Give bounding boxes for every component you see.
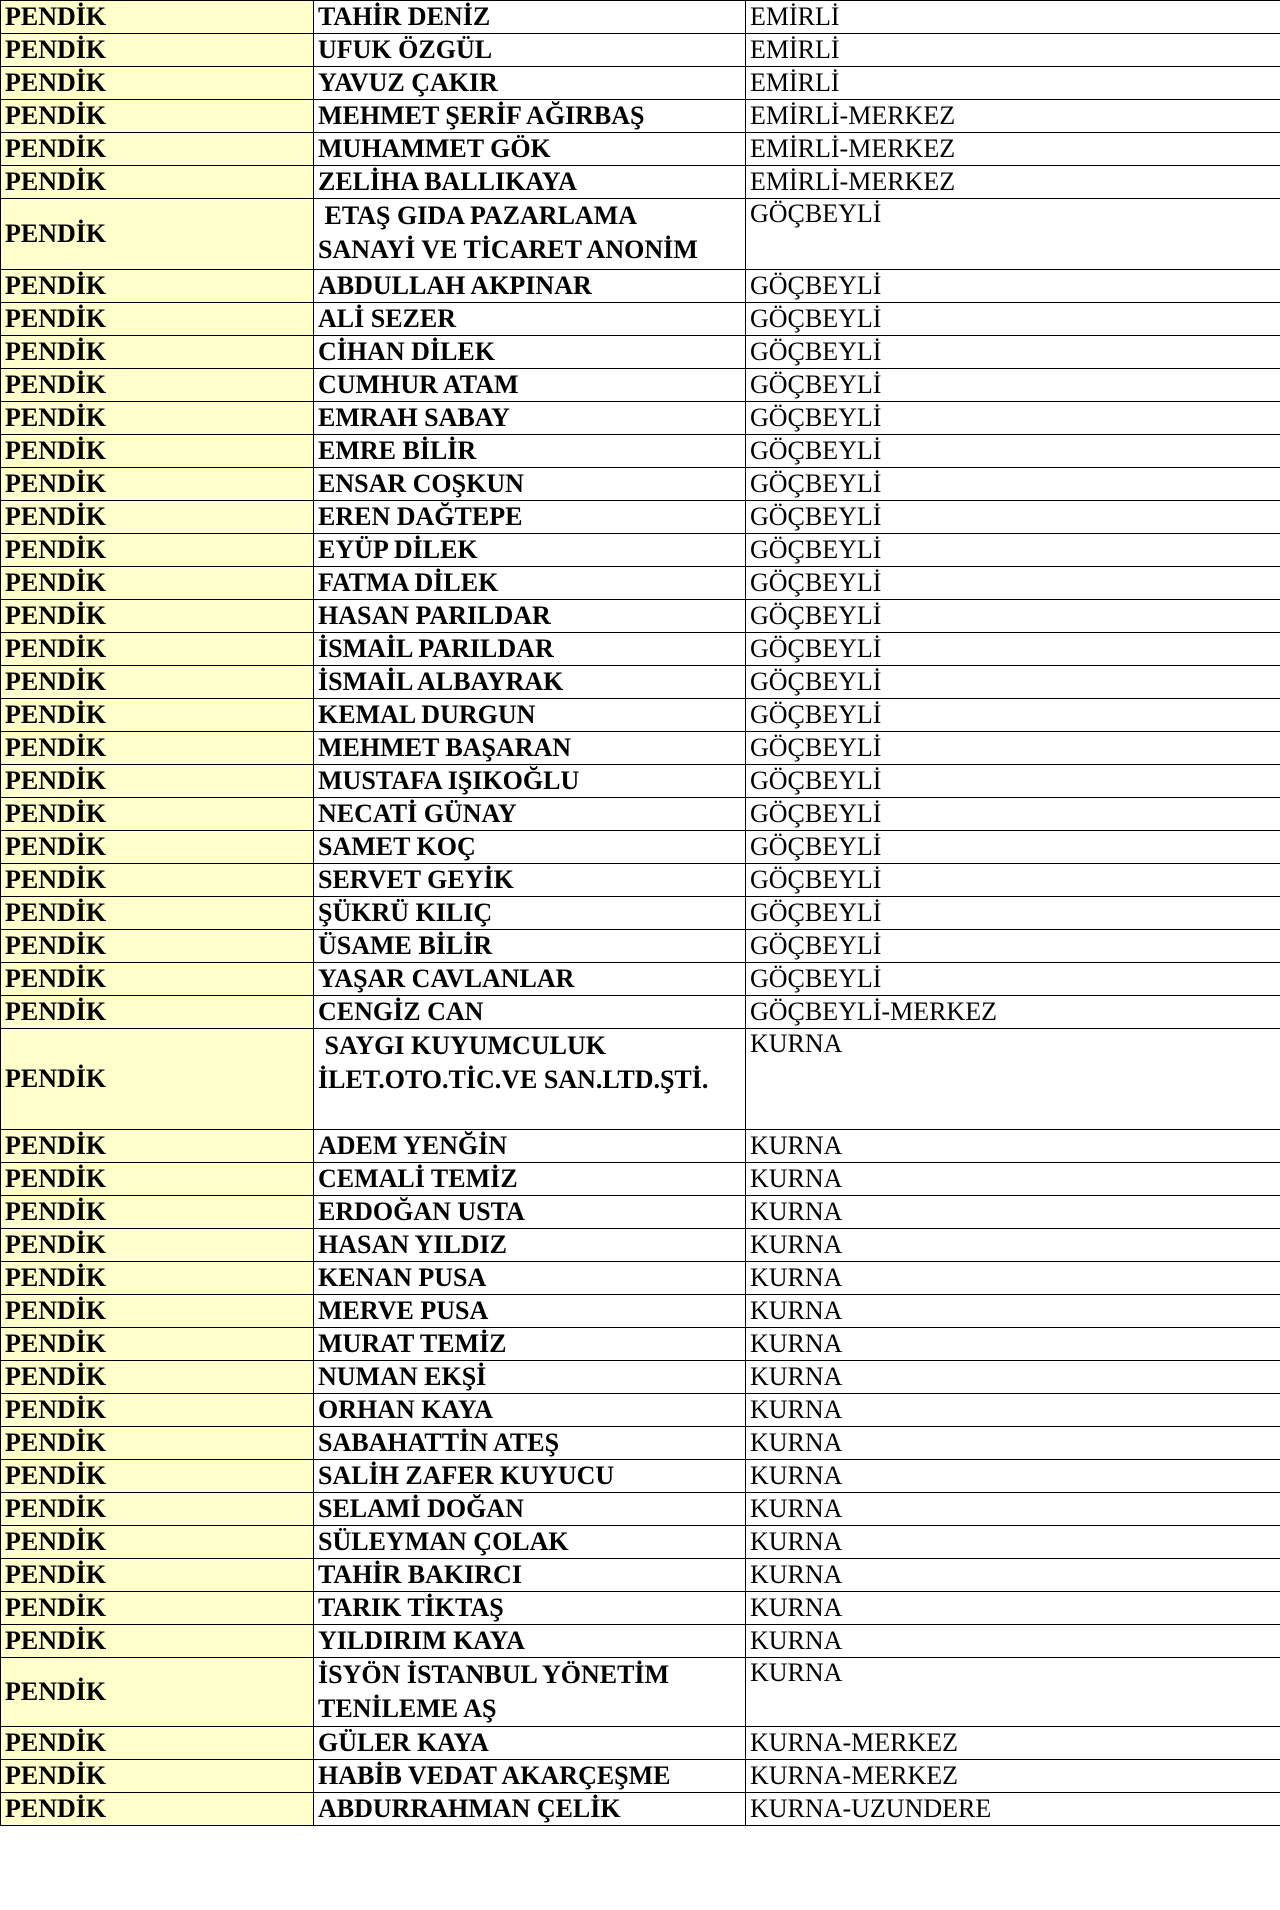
district-cell[interactable]: PENDİK [1, 831, 314, 864]
name-cell[interactable]: CUMHUR ATAM [314, 369, 746, 402]
table-row [1, 897, 1280, 930]
place-cell[interactable]: GÖÇBEYLİ [746, 732, 1280, 765]
table-row [1, 1394, 1280, 1427]
place-cell[interactable]: GÖÇBEYLİ-MERKEZ [746, 996, 1280, 1029]
name-line-1: ETAŞ GIDA PAZARLAMA [318, 201, 638, 230]
place-cell[interactable]: KURNA-MERKEZ [746, 1727, 1280, 1760]
name-cell[interactable]: ORHAN KAYA [314, 1394, 746, 1427]
table-row [1, 1526, 1280, 1559]
name-cell[interactable]: ZELİHA BALLIKAYA [314, 166, 746, 199]
district-cell[interactable]: PENDİK [1, 633, 314, 666]
place-cell[interactable]: KURNA [746, 1361, 1280, 1394]
table-row [1, 1196, 1280, 1229]
name-cell[interactable]: EREN DAĞTEPE [314, 501, 746, 534]
district-cell[interactable]: PENDİK [1, 402, 314, 435]
place-cell[interactable]: KURNA [746, 1559, 1280, 1592]
district-cell[interactable]: PENDİK [1, 133, 314, 166]
district-cell[interactable]: PENDİK [1, 270, 314, 303]
district-cell[interactable]: PENDİK [1, 1196, 314, 1229]
name-cell[interactable]: CEMALİ TEMİZ [314, 1163, 746, 1196]
name-cell[interactable]: UFUK ÖZGÜL [314, 34, 746, 67]
place-cell[interactable]: KURNA [746, 1029, 1280, 1130]
district-cell[interactable]: PENDİK [1, 1559, 314, 1592]
name-cell[interactable]: YILDIRIM KAYA [314, 1625, 746, 1658]
table-row [1, 831, 1280, 864]
district-cell[interactable]: PENDİK [1, 468, 314, 501]
place-cell[interactable]: GÖÇBEYLİ [746, 336, 1280, 369]
name-cell[interactable] [314, 1658, 746, 1727]
name-cell[interactable]: NECATİ GÜNAY [314, 798, 746, 831]
place-cell[interactable]: KURNA-MERKEZ [746, 1760, 1280, 1793]
name-cell[interactable]: YAŞAR CAVLANLAR [314, 963, 746, 996]
table-row [1, 1029, 1280, 1130]
place-cell[interactable]: GÖÇBEYLİ [746, 567, 1280, 600]
table-row [1, 666, 1280, 699]
table-row [1, 501, 1280, 534]
name-line-2: İLET.OTO.TİC.VE SAN.LTD.ŞTİ. [318, 1065, 709, 1094]
district-cell[interactable]: PENDİK [1, 699, 314, 732]
table-row [1, 1760, 1280, 1793]
district-cell[interactable]: PENDİK [1, 435, 314, 468]
place-cell[interactable]: KURNA [746, 1229, 1280, 1262]
table-row [1, 270, 1280, 303]
table-row [1, 699, 1280, 732]
table-row [1, 1727, 1280, 1760]
table-row [1, 67, 1280, 100]
district-cell[interactable]: PENDİK [1, 67, 314, 100]
place-cell[interactable]: GÖÇBEYLİ [746, 864, 1280, 897]
place-cell[interactable]: KURNA [746, 1460, 1280, 1493]
district-cell[interactable]: PENDİK [1, 1526, 314, 1559]
table-row [1, 133, 1280, 166]
name-cell[interactable]: MURAT TEMİZ [314, 1328, 746, 1361]
name-cell[interactable]: NUMAN EKŞİ [314, 1361, 746, 1394]
district-cell[interactable]: PENDİK [1, 732, 314, 765]
table-row [1, 1592, 1280, 1625]
name-cell[interactable]: ALİ SEZER [314, 303, 746, 336]
name-cell[interactable]: YAVUZ ÇAKIR [314, 67, 746, 100]
name-cell[interactable]: ŞÜKRÜ KILIÇ [314, 897, 746, 930]
table-row [1, 1559, 1280, 1592]
table-row [1, 1163, 1280, 1196]
district-cell[interactable]: PENDİK [1, 1394, 314, 1427]
table-row [1, 765, 1280, 798]
name-line-1: SAYGI KUYUMCULUK [318, 1031, 606, 1060]
name-cell[interactable]: SABAHATTİN ATEŞ [314, 1427, 746, 1460]
district-cell[interactable]: PENDİK [1, 600, 314, 633]
name-cell[interactable] [314, 1029, 746, 1130]
name-cell[interactable]: TARIK TİKTAŞ [314, 1592, 746, 1625]
table-row [1, 600, 1280, 633]
table-row [1, 1229, 1280, 1262]
place-cell[interactable]: EMİRLİ [746, 67, 1280, 100]
place-cell[interactable]: GÖÇBEYLİ [746, 600, 1280, 633]
place-cell[interactable]: KURNA [746, 1493, 1280, 1526]
name-cell[interactable]: SÜLEYMAN ÇOLAK [314, 1526, 746, 1559]
district-cell[interactable]: PENDİK [1, 34, 314, 67]
name-cell[interactable]: ADEM YENĞİN [314, 1130, 746, 1163]
table-row [1, 798, 1280, 831]
district-cell[interactable]: PENDİK [1, 864, 314, 897]
name-cell[interactable]: CENGİZ CAN [314, 996, 746, 1029]
table-row [1, 732, 1280, 765]
place-cell[interactable]: GÖÇBEYLİ [746, 435, 1280, 468]
district-cell[interactable]: PENDİK [1, 1793, 314, 1826]
place-cell[interactable]: GÖÇBEYLİ [746, 897, 1280, 930]
place-cell[interactable]: GÖÇBEYLİ [746, 831, 1280, 864]
district-cell[interactable]: PENDİK [1, 963, 314, 996]
name-cell[interactable]: EMRAH SABAY [314, 402, 746, 435]
table-row [1, 166, 1280, 199]
name-cell[interactable]: İSMAİL PARILDAR [314, 633, 746, 666]
place-cell[interactable]: GÖÇBEYLİ [746, 765, 1280, 798]
name-cell[interactable]: EYÜP DİLEK [314, 534, 746, 567]
name-cell[interactable]: ENSAR COŞKUN [314, 468, 746, 501]
name-cell[interactable]: HABİB VEDAT AKARÇEŞME [314, 1760, 746, 1793]
name-cell[interactable]: CİHAN DİLEK [314, 336, 746, 369]
district-cell[interactable]: PENDİK [1, 1658, 314, 1727]
name-cell[interactable]: HASAN PARILDAR [314, 600, 746, 633]
table-row [1, 1130, 1280, 1163]
place-cell[interactable]: KURNA [746, 1658, 1280, 1727]
place-cell[interactable]: EMİRLİ-MERKEZ [746, 100, 1280, 133]
place-cell[interactable]: EMİRLİ-MERKEZ [746, 166, 1280, 199]
district-cell[interactable]: PENDİK [1, 1760, 314, 1793]
name-cell[interactable]: EMRE BİLİR [314, 435, 746, 468]
place-cell[interactable]: KURNA [746, 1427, 1280, 1460]
district-cell[interactable]: PENDİK [1, 798, 314, 831]
place-cell[interactable]: GÖÇBEYLİ [746, 963, 1280, 996]
place-cell[interactable]: KURNA [746, 1163, 1280, 1196]
name-cell[interactable]: ÜSAME BİLİR [314, 930, 746, 963]
table-row [1, 100, 1280, 133]
table-row [1, 34, 1280, 67]
name-cell[interactable]: MUSTAFA IŞIKOĞLU [314, 765, 746, 798]
place-cell[interactable]: GÖÇBEYLİ [746, 270, 1280, 303]
district-cell[interactable]: PENDİK [1, 199, 314, 270]
table-row [1, 930, 1280, 963]
district-cell[interactable]: PENDİK [1, 930, 314, 963]
district-cell[interactable]: PENDİK [1, 1460, 314, 1493]
district-cell[interactable]: PENDİK [1, 1295, 314, 1328]
table-row [1, 336, 1280, 369]
district-cell[interactable]: PENDİK [1, 1130, 314, 1163]
place-cell[interactable]: KURNA [746, 1394, 1280, 1427]
district-cell[interactable]: PENDİK [1, 501, 314, 534]
district-cell[interactable]: PENDİK [1, 1427, 314, 1460]
place-cell[interactable]: KURNA [746, 1262, 1280, 1295]
table-row [1, 1361, 1280, 1394]
place-cell[interactable]: GÖÇBEYLİ [746, 402, 1280, 435]
table-row [1, 1262, 1280, 1295]
place-cell[interactable]: KURNA [746, 1625, 1280, 1658]
district-cell[interactable]: PENDİK [1, 996, 314, 1029]
name-cell[interactable]: SALİH ZAFER KUYUCU [314, 1460, 746, 1493]
name-cell[interactable]: KENAN PUSA [314, 1262, 746, 1295]
place-cell[interactable]: GÖÇBEYLİ [746, 534, 1280, 567]
name-cell[interactable]: TAHİR DENİZ [314, 1, 746, 34]
name-cell[interactable]: SELAMİ DOĞAN [314, 1493, 746, 1526]
place-cell[interactable]: GÖÇBEYLİ [746, 369, 1280, 402]
table-row [1, 1427, 1280, 1460]
name-cell[interactable]: ABDURRAHMAN ÇELİK [314, 1793, 746, 1826]
name-cell[interactable]: MEHMET BAŞARAN [314, 732, 746, 765]
place-cell[interactable]: GÖÇBEYLİ [746, 303, 1280, 336]
district-cell[interactable]: PENDİK [1, 336, 314, 369]
place-cell[interactable]: EMİRLİ-MERKEZ [746, 133, 1280, 166]
place-cell[interactable]: EMİRLİ [746, 1, 1280, 34]
table-row [1, 633, 1280, 666]
district-cell[interactable]: PENDİK [1, 1727, 314, 1760]
district-cell[interactable]: PENDİK [1, 1361, 314, 1394]
place-cell[interactable]: KURNA [746, 1328, 1280, 1361]
district-cell[interactable]: PENDİK [1, 534, 314, 567]
name-cell[interactable]: MEHMET ŞERİF AĞIRBAŞ [314, 100, 746, 133]
name-cell[interactable]: İSMAİL ALBAYRAK [314, 666, 746, 699]
table-row [1, 1460, 1280, 1493]
place-cell[interactable]: KURNA-UZUNDERE [746, 1793, 1280, 1826]
place-cell[interactable]: GÖÇBEYLİ [746, 501, 1280, 534]
table-row [1, 435, 1280, 468]
table-row [1, 963, 1280, 996]
table-row [1, 1658, 1280, 1727]
place-cell[interactable]: GÖÇBEYLİ [746, 930, 1280, 963]
place-cell[interactable]: KURNA [746, 1295, 1280, 1328]
place-cell[interactable]: GÖÇBEYLİ [746, 798, 1280, 831]
table-row [1, 199, 1280, 270]
district-cell[interactable]: PENDİK [1, 1229, 314, 1262]
table-row [1, 1493, 1280, 1526]
place-cell[interactable]: EMİRLİ [746, 34, 1280, 67]
table-row [1, 468, 1280, 501]
table-row [1, 1328, 1280, 1361]
district-cell[interactable]: PENDİK [1, 166, 314, 199]
place-cell[interactable]: KURNA [746, 1592, 1280, 1625]
name-cell[interactable]: GÜLER KAYA [314, 1727, 746, 1760]
table-row [1, 1793, 1280, 1826]
place-cell[interactable]: GÖÇBEYLİ [746, 199, 1280, 270]
place-cell[interactable]: GÖÇBEYLİ [746, 666, 1280, 699]
district-cell[interactable]: PENDİK [1, 1262, 314, 1295]
table-row [1, 1625, 1280, 1658]
table-row [1, 402, 1280, 435]
name-cell[interactable]: MERVE PUSA [314, 1295, 746, 1328]
table-row [1, 1, 1280, 34]
district-cell[interactable]: PENDİK [1, 897, 314, 930]
district-cell[interactable]: PENDİK [1, 765, 314, 798]
name-cell[interactable]: HASAN YILDIZ [314, 1229, 746, 1262]
name-cell[interactable]: ABDULLAH AKPINAR [314, 270, 746, 303]
name-cell[interactable]: SAMET KOÇ [314, 831, 746, 864]
district-cell[interactable]: PENDİK [1, 1163, 314, 1196]
district-cell[interactable]: PENDİK [1, 1029, 314, 1130]
district-cell[interactable]: PENDİK [1, 1, 314, 34]
name-cell[interactable]: KEMAL DURGUN [314, 699, 746, 732]
name-line-2: SANAYİ VE TİCARET ANONİM [318, 235, 698, 264]
place-cell[interactable]: KURNA [746, 1526, 1280, 1559]
table-row [1, 369, 1280, 402]
district-cell[interactable]: PENDİK [1, 100, 314, 133]
place-cell[interactable]: GÖÇBEYLİ [746, 633, 1280, 666]
district-cell[interactable]: PENDİK [1, 1328, 314, 1361]
table-row [1, 567, 1280, 600]
table-row [1, 303, 1280, 336]
table-row [1, 864, 1280, 897]
place-cell[interactable]: GÖÇBEYLİ [746, 699, 1280, 732]
district-cell[interactable]: PENDİK [1, 567, 314, 600]
district-cell[interactable]: PENDİK [1, 666, 314, 699]
name-cell[interactable]: FATMA DİLEK [314, 567, 746, 600]
name-line-2: TENİLEME AŞ [318, 1694, 497, 1723]
place-cell[interactable]: KURNA [746, 1130, 1280, 1163]
district-cell[interactable]: PENDİK [1, 369, 314, 402]
name-cell[interactable] [314, 199, 746, 270]
table-row [1, 1295, 1280, 1328]
district-cell[interactable]: PENDİK [1, 1493, 314, 1526]
name-line-1: İSYÖN İSTANBUL YÖNETİM [318, 1660, 670, 1689]
name-cell[interactable]: MUHAMMET GÖK [314, 133, 746, 166]
place-cell[interactable]: KURNA [746, 1196, 1280, 1229]
place-cell[interactable]: GÖÇBEYLİ [746, 468, 1280, 501]
name-cell[interactable]: SERVET GEYİK [314, 864, 746, 897]
name-cell[interactable]: TAHİR BAKIRCI [314, 1559, 746, 1592]
table-row [1, 534, 1280, 567]
district-cell[interactable]: PENDİK [1, 1625, 314, 1658]
table-row [1, 996, 1280, 1029]
district-cell[interactable]: PENDİK [1, 303, 314, 336]
records-table-body [1, 1, 1280, 1826]
name-cell[interactable]: ERDOĞAN USTA [314, 1196, 746, 1229]
district-cell[interactable]: PENDİK [1, 1592, 314, 1625]
